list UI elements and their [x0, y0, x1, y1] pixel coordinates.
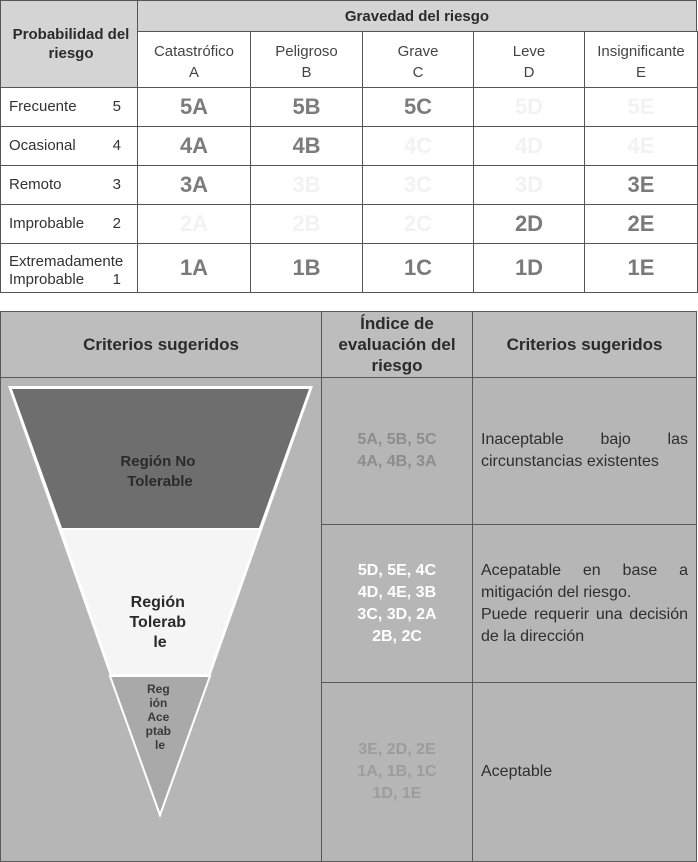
risk-cell-3a: 3A — [137, 165, 251, 205]
risk-index-line: 4A, 4B, 3A — [357, 453, 437, 470]
risk-cell-2d: 2D — [473, 204, 585, 244]
risk-cell-3b: 3B — [250, 165, 363, 205]
severity-column-d — [473, 31, 585, 88]
severity-code: E — [635, 64, 646, 81]
risk-index-line: 4D, 4E, 3B — [357, 583, 437, 601]
severity-column-c — [362, 31, 474, 88]
criteria-text: Acepatable en base a mitigación del riesgo. — [481, 561, 688, 601]
risk-cell-2b: 2B — [250, 204, 363, 244]
risk-cell-5d: 5D — [473, 87, 585, 127]
severity-column-a — [137, 31, 251, 88]
probability-header: Probabilidad del riesgo — [0, 0, 138, 88]
risk-cell-4e: 4E — [584, 126, 698, 166]
severity-column-e — [584, 31, 698, 88]
risk-cell-1a: 1A — [137, 243, 251, 293]
probability-label: Extremadamente Improbable — [9, 253, 124, 288]
severity-column-b — [250, 31, 363, 88]
probability-row-2 — [0, 204, 138, 244]
risk-cell-1c: 1C — [362, 243, 474, 293]
severity-code: A — [188, 64, 199, 81]
severity-name: Catastrófico — [153, 43, 235, 60]
risk-index-header: Índice de evaluación del riesgo — [321, 311, 473, 378]
risk-cell-1d: 1D — [473, 243, 585, 293]
risk-index-line: 5D, 5E, 4C — [357, 561, 437, 579]
risk-cell-4d: 4D — [473, 126, 585, 166]
probability-row-1 — [0, 243, 138, 293]
risk-index-line: 1A, 1B, 1C — [357, 763, 437, 780]
probability-value: 4 — [112, 137, 121, 154]
criteria-cell — [472, 682, 697, 862]
risk-cell-4a: 4A — [137, 126, 251, 166]
severity-name: Insignificante — [597, 43, 685, 60]
risk-region-pyramid — [0, 377, 322, 862]
severity-code: B — [301, 64, 312, 81]
criteria-text: Aceptable — [481, 763, 553, 780]
severity-header: Gravedad del riesgo — [137, 0, 697, 32]
risk-cell-3c: 3C — [362, 165, 474, 205]
risk-index-line: 1D, 1E — [372, 785, 422, 802]
acceptable-label: Reg ión Ace ptab le — [145, 682, 171, 752]
severity-code: C — [412, 64, 424, 81]
risk-cell-4c: 4C — [362, 126, 474, 166]
probability-value: 2 — [112, 215, 121, 232]
risk-index-cell — [321, 524, 473, 683]
risk-index-line: 3E, 2D, 2E — [358, 741, 436, 758]
risk-index-line: 3C, 3D, 2A — [357, 605, 437, 623]
risk-index-line: 5A, 5B, 5C — [357, 431, 437, 448]
probability-label: Ocasional — [9, 137, 76, 154]
probability-row-5 — [0, 87, 138, 127]
criteria-text: Inaceptable bajo las circunstancias existentes — [481, 431, 688, 470]
probability-row-4 — [0, 126, 138, 166]
risk-cell-1e: 1E — [584, 243, 698, 293]
risk-index-cell — [321, 682, 473, 862]
criteria-header-right: Criterios sugeridos — [472, 311, 697, 378]
severity-code: D — [523, 64, 535, 81]
criteria-text: Puede requerir una decisión de la dirección — [481, 605, 688, 645]
risk-cell-5b: 5B — [250, 87, 363, 127]
criteria-header-left: Criterios sugeridos — [0, 311, 322, 378]
probability-value: 3 — [112, 176, 121, 193]
probability-row-3 — [0, 165, 138, 205]
risk-cell-4b: 4B — [250, 126, 363, 166]
probability-value: 5 — [112, 98, 121, 115]
probability-label: Frecuente — [9, 98, 77, 115]
risk-cell-1b: 1B — [250, 243, 363, 293]
criteria-cell — [472, 377, 697, 525]
risk-cell-2c: 2C — [362, 204, 474, 244]
risk-cell-2a: 2A — [137, 204, 251, 244]
risk-cell-3e: 3E — [584, 165, 698, 205]
risk-cell-5c: 5C — [362, 87, 474, 127]
risk-cell-5a: 5A — [137, 87, 251, 127]
severity-name: Peligroso — [275, 43, 338, 60]
intolerable-label: Región No Tolerable — [120, 453, 196, 490]
tolerable-label: Región Tolerab le — [129, 594, 187, 651]
criteria-table — [0, 311, 697, 862]
probability-label: Remoto — [9, 176, 62, 193]
risk-index-line: 2B, 2C — [372, 627, 422, 645]
probability-label: Improbable — [9, 215, 85, 232]
risk-cell-2e: 2E — [584, 204, 698, 244]
severity-name: Leve — [512, 43, 546, 60]
risk-cell-3d: 3D — [473, 165, 585, 205]
risk-cell-5e: 5E — [584, 87, 698, 127]
risk-matrix — [0, 0, 697, 292]
criteria-cell — [472, 524, 697, 683]
risk-index-cell — [321, 377, 473, 525]
probability-value: 1 — [112, 271, 121, 288]
severity-name: Grave — [397, 43, 439, 60]
